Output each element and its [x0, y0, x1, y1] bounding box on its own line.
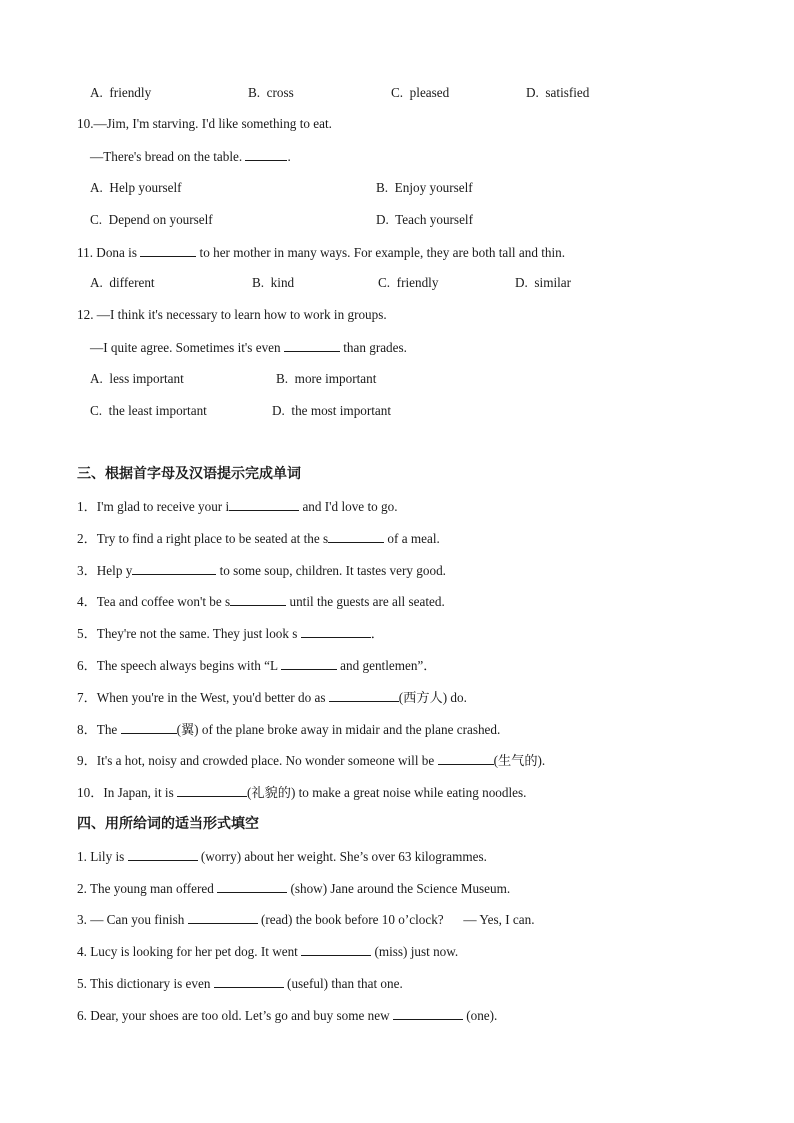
q11-option-c: C. friendly: [378, 275, 439, 290]
s4-item-3-blank[interactable]: [188, 911, 258, 924]
s4-item-4: [77, 943, 458, 960]
q12-reply-post: than grades.: [339, 340, 407, 355]
s3-item-8-blank[interactable]: [121, 721, 177, 734]
q11-option-a: A. different: [90, 275, 155, 290]
s4-item-5-pre: 5. This dictionary is even: [77, 976, 214, 991]
s4-item-1-blank[interactable]: [128, 848, 198, 861]
s4-item-6-post: (one).: [462, 1008, 498, 1023]
q12-option-a: A. less important: [90, 371, 184, 386]
q10-reply-post: .: [287, 149, 291, 164]
s3-item-7-post: (西方人) do.: [398, 690, 467, 705]
s3-item-9-blank[interactable]: [438, 752, 494, 765]
s3-item-3-blank[interactable]: [132, 562, 216, 575]
s4-item-2-post: (show) Jane around the Science Museum.: [287, 881, 511, 896]
s3-item-6-post: and gentlemen”．: [336, 658, 437, 673]
q12-reply-pre: —I quite agree. Sometimes it's even: [90, 340, 284, 355]
s3-item-5: [77, 625, 384, 642]
s3-item-8-pre: 8．The: [77, 722, 121, 737]
s4-item-6: [77, 1007, 497, 1024]
q10-option-c: C. Depend on yourself: [90, 212, 213, 227]
s3-item-2-pre: 2．Try to find a right place to be seated at the s: [77, 531, 329, 546]
s3-item-10: [77, 784, 526, 801]
s4-item-6-blank[interactable]: [393, 1007, 463, 1020]
s3-item-4-blank[interactable]: [230, 593, 286, 606]
s3-item-9: [77, 752, 545, 769]
s4-item-1: [77, 848, 487, 865]
s3-item-9-pre: 9．It's a hot, noisy and crowded place. No wonder someone will be: [77, 753, 438, 768]
q9-option-d: D. satisfied: [526, 85, 590, 100]
q10-stem: 10.—Jim, I'm starving. I'd like something to eat.: [77, 116, 332, 131]
q11-pre: 11. Dona is: [77, 245, 141, 260]
q12-answer-blank[interactable]: [284, 339, 340, 352]
s3-item-2-blank[interactable]: [328, 530, 384, 543]
q11-option-b: B. kind: [252, 275, 295, 290]
s3-item-4: [77, 593, 445, 610]
q11-post: to her mother in many ways. For example, they are both tall and thin.: [196, 245, 566, 260]
s4-item-3-pre: 3. — Can you finish: [77, 912, 188, 927]
q10-option-d: D. Teach yourself: [376, 212, 473, 227]
s3-item-1-blank[interactable]: [229, 498, 299, 511]
s4-item-2-blank[interactable]: [217, 880, 287, 893]
s3-item-7-blank[interactable]: [329, 689, 399, 702]
s3-item-3-pre: 3．Help y: [77, 563, 133, 578]
s4-item-5-post: (useful) than that one.: [283, 976, 403, 991]
q10-reply-pre: —There's bread on the table.: [90, 149, 246, 164]
s3-item-1-post: and I'd love to go.: [299, 499, 398, 514]
s3-item-10-post: (礼貌的) to make a great noise while eating noodles.: [247, 785, 527, 800]
q11-option-d: D. similar: [515, 275, 572, 290]
s3-item-6: [77, 657, 436, 674]
s3-item-4-post: until the guests are all seated.: [286, 594, 445, 609]
s4-item-1-post: (worry) about her weight. She’s over 63 kilogrammes.: [197, 849, 487, 864]
s3-item-4-pre: 4．Tea and coffee won't be s: [77, 594, 231, 609]
q11-stem: [77, 244, 565, 261]
s3-item-10-blank[interactable]: [177, 784, 247, 797]
s3-item-5-blank[interactable]: [301, 625, 371, 638]
s3-item-8-post: (翼) of the plane broke away in midair and the plane crashed.: [176, 722, 501, 737]
q10-option-a: A. Help yourself: [90, 180, 182, 195]
s4-item-1-pre: 1. Lily is: [77, 849, 128, 864]
s3-item-1: [77, 498, 398, 515]
q12-stem: 12. —I think it's necessary to learn how to work in groups.: [77, 307, 387, 322]
s3-item-9-post: (生气的).: [493, 753, 546, 768]
s4-item-4-blank[interactable]: [301, 943, 371, 956]
s3-item-5-pre: 5．They're not the same. They just look s: [77, 626, 301, 641]
s4-item-3: [77, 911, 535, 928]
s4-item-4-post: (miss) just now.: [371, 944, 459, 959]
s3-item-2-post: of a meal.: [384, 531, 440, 546]
s4-item-5: [77, 975, 403, 992]
s3-item-2: [77, 530, 440, 547]
q12-option-c: C. the least important: [90, 403, 207, 418]
s3-item-8: [77, 721, 500, 738]
q11-answer-blank[interactable]: [140, 244, 196, 257]
s4-item-5-blank[interactable]: [214, 975, 284, 988]
q12-option-b: B. more important: [276, 371, 377, 386]
s3-item-7-pre: 7．When you're in the West, you'd better do as: [77, 690, 329, 705]
s4-item-3-post: (read) the book before 10 o’clock? — Yes, I can.: [257, 912, 535, 927]
s4-item-2: [77, 880, 510, 897]
s3-item-10-pre: 10．In Japan, it is: [77, 785, 177, 800]
q10-option-b: B. Enjoy yourself: [376, 180, 473, 195]
s3-item-6-pre: 6．The speech always begins with “L: [77, 658, 281, 673]
section3-title: 三、根据首字母及汉语提示完成单词: [77, 466, 301, 482]
q9-option-b: B. cross: [248, 85, 294, 100]
q10-answer-blank[interactable]: [245, 148, 287, 161]
s3-item-3: [77, 562, 446, 579]
s3-item-6-blank[interactable]: [281, 657, 337, 670]
q12-option-d: D. the most important: [272, 403, 392, 418]
q9-option-a: A. friendly: [90, 85, 152, 100]
s4-item-4-pre: 4. Lucy is looking for her pet dog. It went: [77, 944, 302, 959]
s3-item-3-post: to some soup, children. It tastes very good.: [216, 563, 446, 578]
section4-title: 四、用所给词的适当形式填空: [77, 816, 259, 832]
q9-option-c: C. pleased: [391, 85, 450, 100]
q12-reply: [90, 339, 407, 356]
q10-reply: [90, 148, 291, 165]
s4-item-6-pre: 6. Dear, your shoes are too old. Let’s go and buy some new: [77, 1008, 393, 1023]
s3-item-7: [77, 689, 467, 706]
s3-item-5-post: ．: [370, 626, 384, 641]
s3-item-1-pre: 1．I'm glad to receive your i: [77, 499, 230, 514]
s4-item-2-pre: 2. The young man offered: [77, 881, 218, 896]
